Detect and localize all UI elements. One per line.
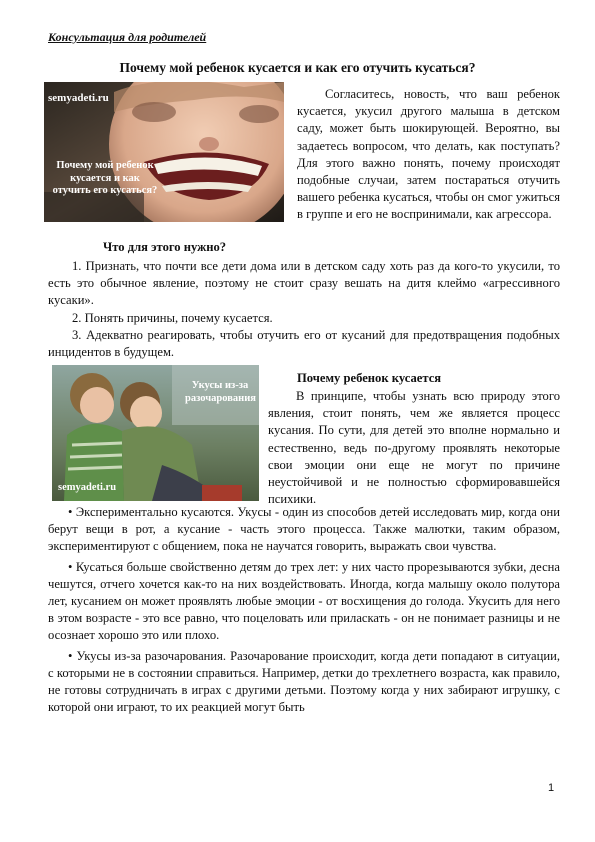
image2-caption <box>185 380 255 405</box>
image1-caption <box>46 160 164 198</box>
list-item: 2. Понять причины, почему кусается. <box>72 310 273 325</box>
list-item: 3. Адекватно реагировать, чтобы отучить его от кусаний для предотвращения подобных инцидентов в будущем. <box>48 327 560 360</box>
why-paragraph: В принципе, чтобы узнать всю природу этого явления, стоит понять, чем же является процесс кусания. По сути, для детей это вполне нормально и естественно, ведь по-другому проявлять некоторые свои эмоции они еще не могут по причине неустойчивой и не полностью сформировавшейся психики. <box>268 389 560 507</box>
list-item: 1. Признать, что почти все дети дома или в детском саду хоть раз да кого-то укусили, то есть это обычное явление, поэтому не стоит сразу вешать на дитя клеймо «агрессивного кусаки». <box>48 259 560 308</box>
header-consultation: Консультация для родителей <box>48 30 207 44</box>
page-number: 1 <box>548 782 555 794</box>
site-watermark: semyadeti.ru <box>48 92 109 104</box>
list-item <box>48 504 560 556</box>
list-item-text: Кусаться больше свойственно детям до трех лет: у них часто прорезываются зубки, десна чешутся, отчего хочется как-то на них воздействовать. Иногда, когда малышу около полутора лет, кусанием он может проявлять любые эмоции - от восхищения до голода. Укусить для него в этом возрасте - это все равно, что поцеловать или приласкать - он не понимает разницы и не осознает хорошо это или плохо. <box>48 559 560 643</box>
caption-line: разочарования <box>185 392 256 404</box>
list-item-text: Экспериментально кусаются. Укусы - один из способов детей исследовать мир, когда они берут вещи в рот, а кусание - часть этого процесса. Также малютки, таким образом, экспериментируют с общением, пока не научатся говорить, выражать свои чувства. <box>48 505 560 554</box>
caption-line: Почему мой ребенок <box>56 160 154 171</box>
section-heading-why-bites: Почему ребенок кусается <box>297 371 442 385</box>
list-item-text: Укусы из-за разочарования. Разочарование происходит, когда дети попадают в ситуации, с которыми не в состоянии справиться. Например, детки до трехлетнего возраста, как правило, не готовы сотрудничать в играх с другими детьми. Поэтому когда у них забирают игрушку, с которой они играют, то их реакцией могут быть <box>48 648 560 715</box>
bullet-list <box>48 504 560 719</box>
list-item <box>48 559 560 645</box>
toddlers-photo <box>52 365 259 501</box>
caption-line: отучить его кусаться? <box>52 185 158 196</box>
caption-line: Укусы из-за <box>191 380 249 391</box>
list-item <box>48 648 560 717</box>
page-title: Почему мой ребенок кусается и как его отучить кусаться? <box>119 60 476 75</box>
intro-paragraph: Согласитесь, новость, что ваш ребенок кусается, укусил другого малыша в детском саду, может быть шокирующей. Вероятно, вы задаетесь вопросом, что делать, как поступать? Для этого важно понять, почему происходят подобные случаи, затем постараться отучить вашего ребенка кусаться, чтобы он смог ужиться в группе и его не воспринимали, как агрессора. <box>297 87 560 222</box>
bullet-glyph: • <box>68 648 73 663</box>
caption-line: кусается и как <box>70 172 140 184</box>
bullet-glyph: • <box>68 559 73 574</box>
section-heading-what-needed: Что для этого нужно? <box>103 240 227 254</box>
steps-list <box>48 258 560 361</box>
site-watermark: semyadeti.ru <box>58 482 117 493</box>
child-biting-photo <box>44 82 284 222</box>
bullet-glyph: • <box>68 505 73 519</box>
